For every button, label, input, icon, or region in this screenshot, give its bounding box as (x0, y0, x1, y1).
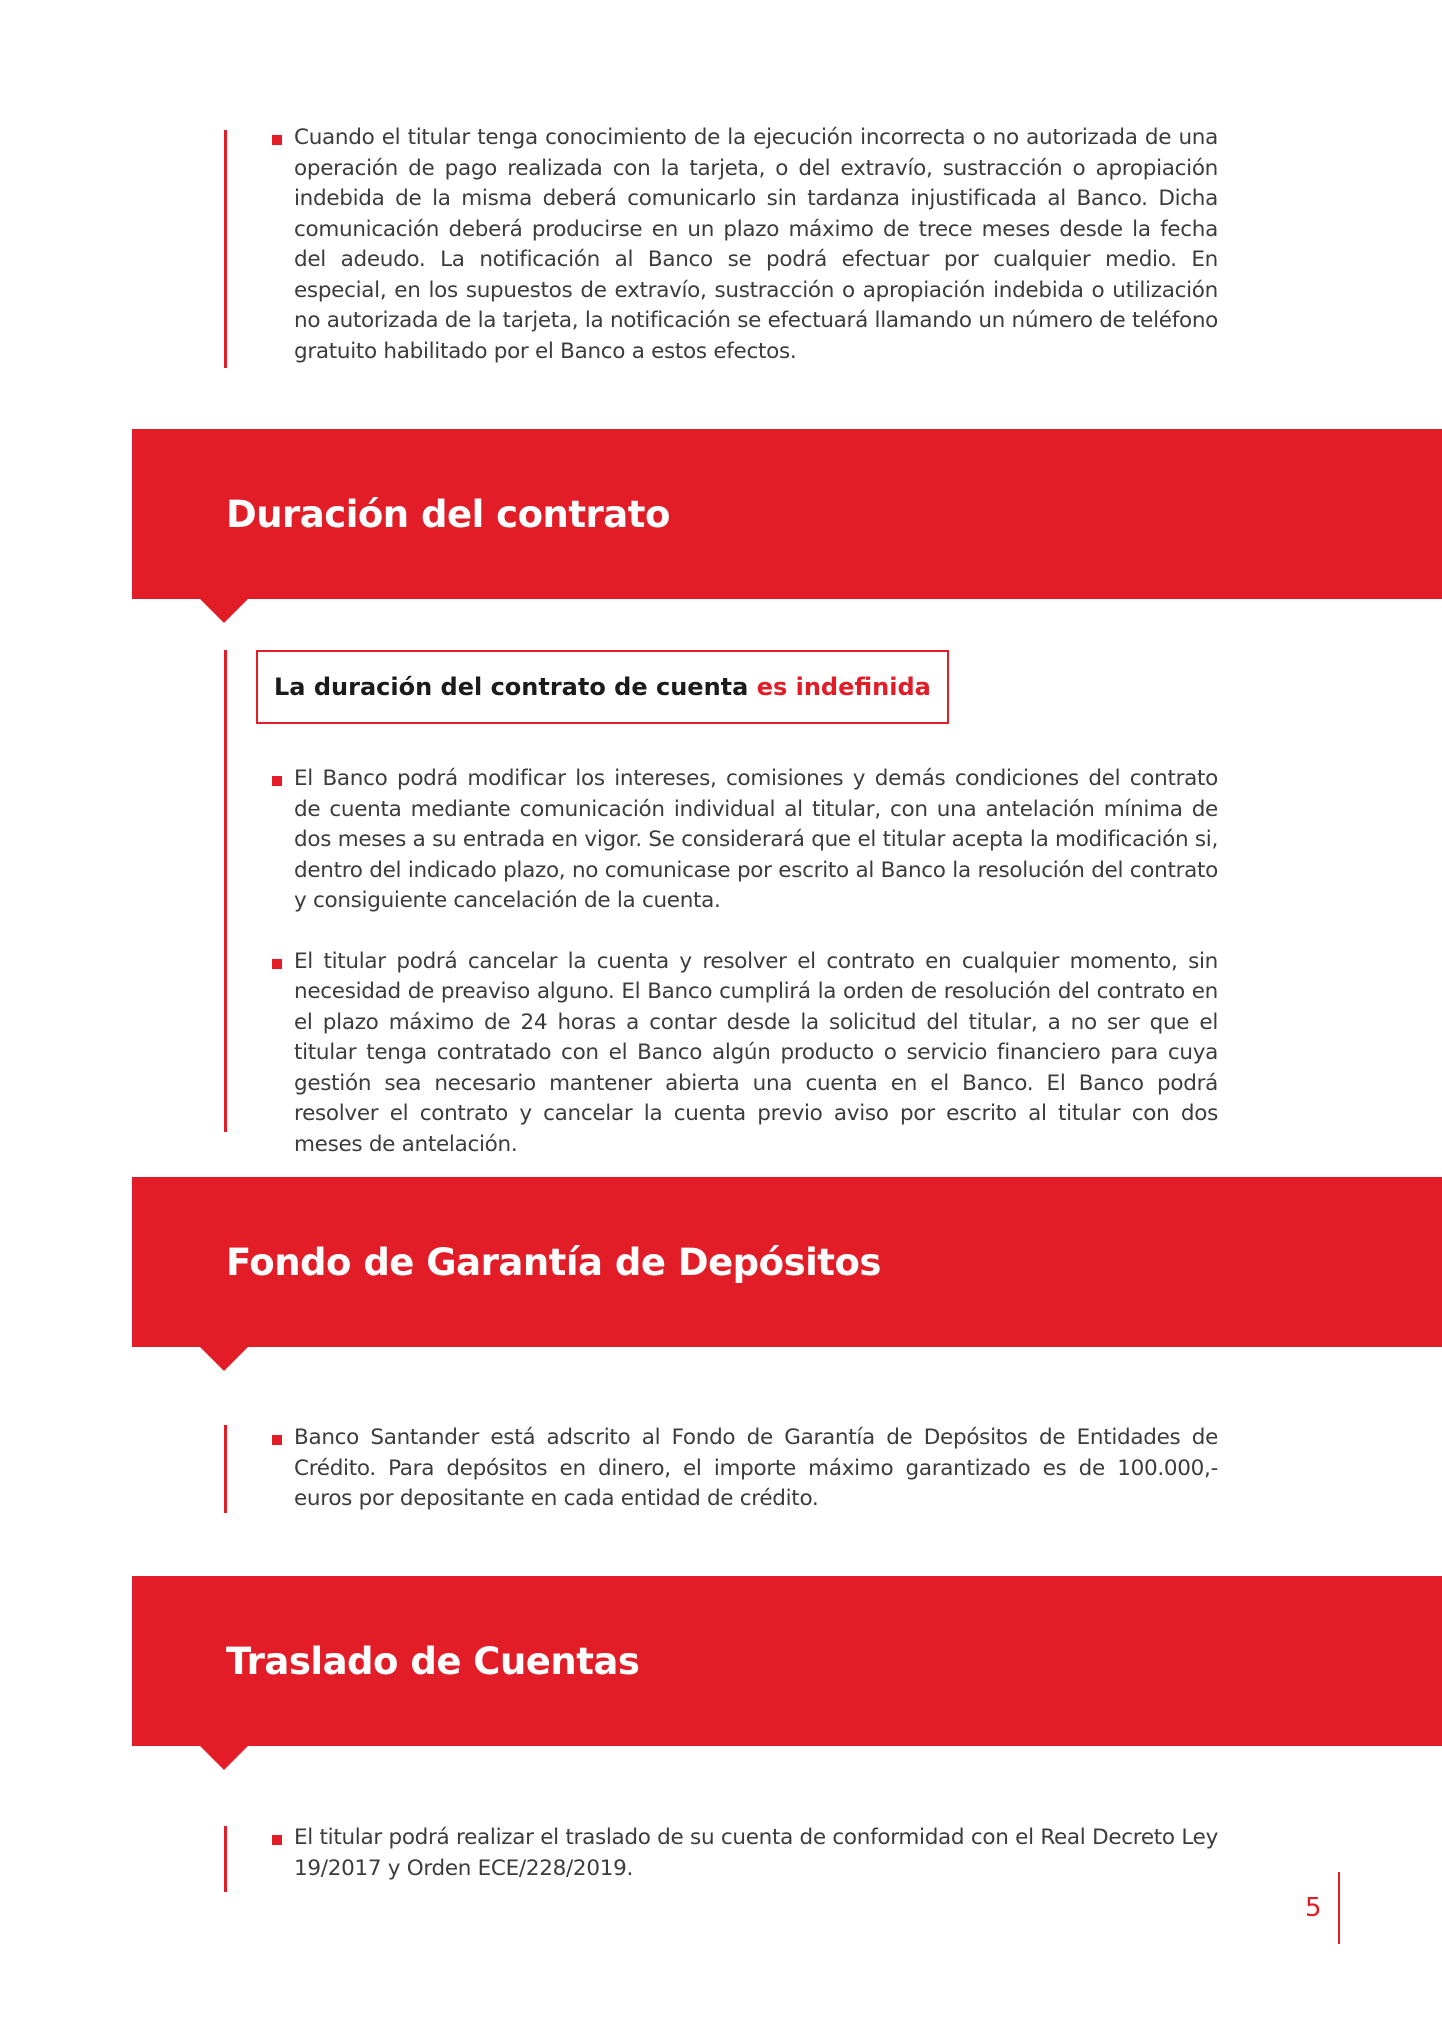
section-rule (224, 130, 227, 368)
bullet-square-icon (272, 135, 282, 145)
bullet-text: El titular podrá realizar el traslado de su cuenta de conformidad con el Real Decreto Ley 19/2017 y Orden ECE/228/2019. (294, 1825, 1218, 1881)
section-title: Duración del contrato (226, 492, 670, 536)
bullet-text: Cuando el titular tenga conocimiento de la ejecución incorrecta o no autorizada de una operación de pago realizada con la tarjeta, o del extravío, sustracción o apropiación indebida de la misma deberá comunicarlo sin tardanza injustificada al Banco. Dicha comunicación deberá producirse en un plazo máximo de trece meses desde la fecha del adeudo. La notificación al Banco se podrá efectuar por cualquier medio. En especial, en los supuestos de extravío, sustracción o apropiación indebida o utilización no autorizada de la tarjeta, la notificación se efectuará llamando un número de teléfono gratuito habilitado por el Banco a estos efectos. (294, 125, 1218, 364)
traslado-content (272, 1823, 1218, 1914)
fondo-content (272, 1423, 1218, 1545)
callout-box (256, 650, 949, 724)
section-rule (224, 650, 227, 1132)
section-header-traslado (132, 1576, 1442, 1746)
bullet-text: El Banco podrá modificar los intereses, comisiones y demás condiciones del contrato de cuenta mediante comunicación individual al titular, con una antelación mínima de dos meses a su entrada en vigor. Se considerará que el titular acepta la modificación si, dentro del indicado plazo, no comunicase por escrito al Banco la resolución del contrato y consiguiente cancelación de la cuenta. (294, 766, 1218, 913)
bullet-square-icon (272, 959, 282, 969)
bullet-item (272, 1823, 1218, 1884)
section-title: Traslado de Cuentas (226, 1639, 640, 1683)
header-pointer-icon (200, 1347, 248, 1371)
callout-text: La duración del contrato de cuenta (274, 673, 757, 701)
section-rule (224, 1826, 227, 1892)
duracion-content (272, 764, 1218, 1190)
bullet-item (272, 947, 1218, 1161)
header-pointer-icon (200, 599, 248, 623)
bullet-square-icon (272, 1835, 282, 1845)
bullet-item (272, 764, 1218, 917)
bullet-square-icon (272, 776, 282, 786)
section-rule (224, 1425, 227, 1513)
page-number-rule (1338, 1872, 1340, 1944)
section0-content (272, 123, 1218, 397)
section-header-duracion (132, 429, 1442, 599)
section-title: Fondo de Garantía de Depósitos (226, 1240, 881, 1284)
page-number: 5 (1305, 1893, 1322, 1923)
bullet-square-icon (272, 1435, 282, 1445)
bullet-text: El titular podrá cancelar la cuenta y resolver el contrato en cualquier momento, sin necesidad de preaviso alguno. El Banco cumplirá la orden de resolución del contrato en el plazo máximo de 24 horas a contar desde la solicitud del titular, a no ser que el titular tenga contratado con el Banco algún producto o servicio financiero para cuya gestión sea necesario mantener abierta una cuenta en el Banco. El Banco podrá resolver el contrato y cancelar la cuenta previo aviso por escrito al titular con dos meses de antelación. (294, 948, 1218, 1157)
section-header-fondo (132, 1177, 1442, 1347)
bullet-text: Banco Santander está adscrito al Fondo de Garantía de Depósitos de Entidades de Crédito. Para depósitos en dinero, el importe máximo garantizado es de 100.000,- euros por depositante en cada entidad de crédito. (294, 1425, 1218, 1511)
bullet-item (272, 123, 1218, 367)
header-pointer-icon (200, 1746, 248, 1770)
bullet-item (272, 1423, 1218, 1515)
callout-highlight: es indefinida (756, 673, 931, 701)
